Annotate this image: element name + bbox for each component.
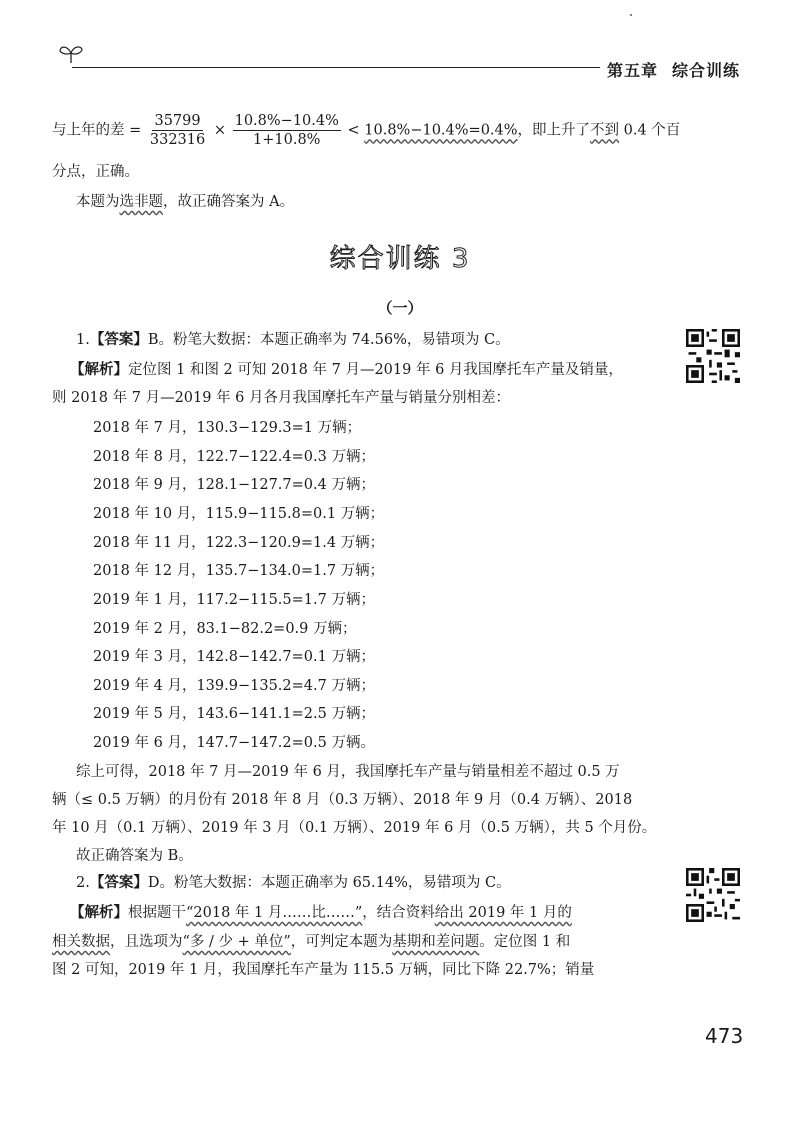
q1-row: 2018 年 11 月，122.3−120.9=1.4 万辆； (93, 535, 385, 551)
q2-analysis-tag: 【解析】 (70, 904, 128, 921)
section-title: 综合训练 3 (329, 244, 471, 274)
qr-code-icon[interactable] (686, 868, 740, 922)
running-header (607, 58, 740, 81)
formula-text-b: 不到 (590, 122, 620, 139)
q2-text-2e: 基期和差问题 (392, 934, 480, 950)
formula-text-a: ，即上升了 (517, 122, 591, 139)
q1-answer-line (76, 330, 510, 350)
q2-text-1b: “2018 年 1 月……比……” (186, 905, 363, 921)
q1-row: 2019 年 2 月，83.1−82.2=0.9 万辆； (93, 621, 357, 637)
q1-summary-line-2: 辆（≤ 0.5 万辆）的月份有 2018 年 8 月（0.3 万辆）、2018 年 9 月（0.4 万辆）、2018 (52, 792, 633, 808)
q1-row: 2018 年 9 月，128.1−127.7=0.4 万辆； (93, 477, 375, 493)
formula-result: 10.8%−10.4%=0.4% (364, 122, 518, 139)
q1-analysis-line-1 (70, 360, 623, 380)
q2-analysis-line-1 (70, 903, 572, 923)
q2-text-2c: “多 / 少 + 单位” (182, 934, 291, 950)
q2-answer-line (76, 873, 511, 893)
q2-answer-text: D。粉笔大数据：本题正确率为 65.14%，易错项为 C。 (147, 875, 511, 891)
q1-row: 2018 年 10 月，115.9−115.8=0.1 万辆； (93, 506, 385, 522)
intro-line-3-c: ，故正确答案为 A。 (163, 194, 295, 210)
q1-summary-line-3: 年 10 月（0.1 万辆）、2019 年 3 月（0.1 万辆）、2019 年 6 月（0.5 万辆），共 5 个月份。 (52, 820, 657, 836)
sprout-icon (58, 42, 84, 64)
q1-number: 1. (76, 332, 90, 348)
q1-analysis-tag: 【解析】 (70, 361, 128, 378)
less-than-sign: < (347, 122, 360, 139)
q1-conclusion: 故正确答案为 B。 (76, 848, 193, 864)
q1-row: 2019 年 1 月，117.2−115.5=1.7 万辆； (93, 592, 375, 608)
fraction-1-numerator: 35799 (154, 113, 201, 129)
q2-text-1a: 根据题干 (128, 905, 186, 921)
q1-row: 2018 年 12 月，135.7−134.0=1.7 万辆； (93, 563, 385, 579)
intro-line-3-b: 选非题 (119, 194, 163, 210)
qr-code-icon[interactable] (686, 329, 740, 383)
q2-answer-tag: 【答案】 (89, 874, 148, 891)
q1-row: 2019 年 4 月，139.9−135.2=4.7 万辆； (93, 678, 375, 694)
q1-row: 2019 年 6 月，147.7−147.2=0.5 万辆。 (93, 735, 375, 751)
q1-row: 2018 年 8 月，122.7−122.4=0.3 万辆； (93, 449, 375, 465)
intro-line-2: 分点，正确。 (52, 164, 139, 180)
q1-summary-line-1: 综上可得，2018 年 7 月—2019 年 6 月，我国摩托车产量与销量相差不超过 0.5 万 (76, 764, 620, 780)
q2-number: 2. (76, 875, 90, 891)
fraction-2-numerator: 10.8%−10.4% (234, 113, 339, 129)
fraction-2 (233, 112, 341, 149)
intro-line-3 (76, 192, 294, 212)
q1-analysis-text-1: 定位图 1 和图 2 可知 2018 年 7 月—2019 年 6 月我国摩托车产量及销量， (128, 362, 623, 378)
q2-analysis-line-2 (52, 932, 570, 952)
scan-speck (630, 14, 632, 16)
q2-text-1d: 给出 2019 年 1 月的 (434, 905, 572, 921)
times-sign: × (213, 122, 226, 139)
q2-analysis-line-3: 图 2 可知，2019 年 1 月，我国摩托车产量为 115.5 万辆，同比下降 22.7%；销量 (52, 962, 595, 978)
q1-analysis-line-2: 则 2018 年 7 月—2019 年 6 月各月我国摩托车产量与销量分别相差： (52, 390, 511, 406)
sub-title: （一） (377, 299, 423, 317)
section-label: 综合训练 (672, 61, 741, 80)
q2-text-1c: ，结合资料 (362, 905, 435, 921)
q1-row: 2018 年 7 月，130.3−129.3=1 万辆； (93, 420, 362, 436)
q1-row: 2019 年 5 月，143.6−141.1=2.5 万辆； (93, 706, 375, 722)
q2-text-2d: ，可判定本题为 (290, 934, 393, 950)
q1-answer-tag: 【答案】 (89, 331, 148, 348)
fraction-2-denominator: 1+10.8% (253, 132, 321, 148)
q2-text-2f: 。定位图 1 和 (479, 934, 571, 950)
formula-line (52, 112, 680, 149)
page-number: 473 (705, 1024, 744, 1048)
header-rule (72, 67, 600, 68)
formula-text-c: 0.4 个百 (619, 122, 681, 139)
chapter-label: 第五章 (607, 61, 659, 80)
q1-row: 2019 年 3 月，142.8−142.7=0.1 万辆； (93, 649, 375, 665)
fraction-1 (148, 112, 207, 149)
formula-prefix: 与上年的差 = (52, 122, 142, 139)
q1-answer-text: B。粉笔大数据：本题正确率为 74.56%，易错项为 C。 (147, 332, 510, 348)
fraction-1-denominator: 332316 (149, 132, 206, 148)
q2-text-2b: ，且选项为 (110, 934, 183, 950)
intro-line-3-a: 本题为 (76, 194, 120, 210)
q2-text-2a: 相关数据 (52, 934, 110, 950)
